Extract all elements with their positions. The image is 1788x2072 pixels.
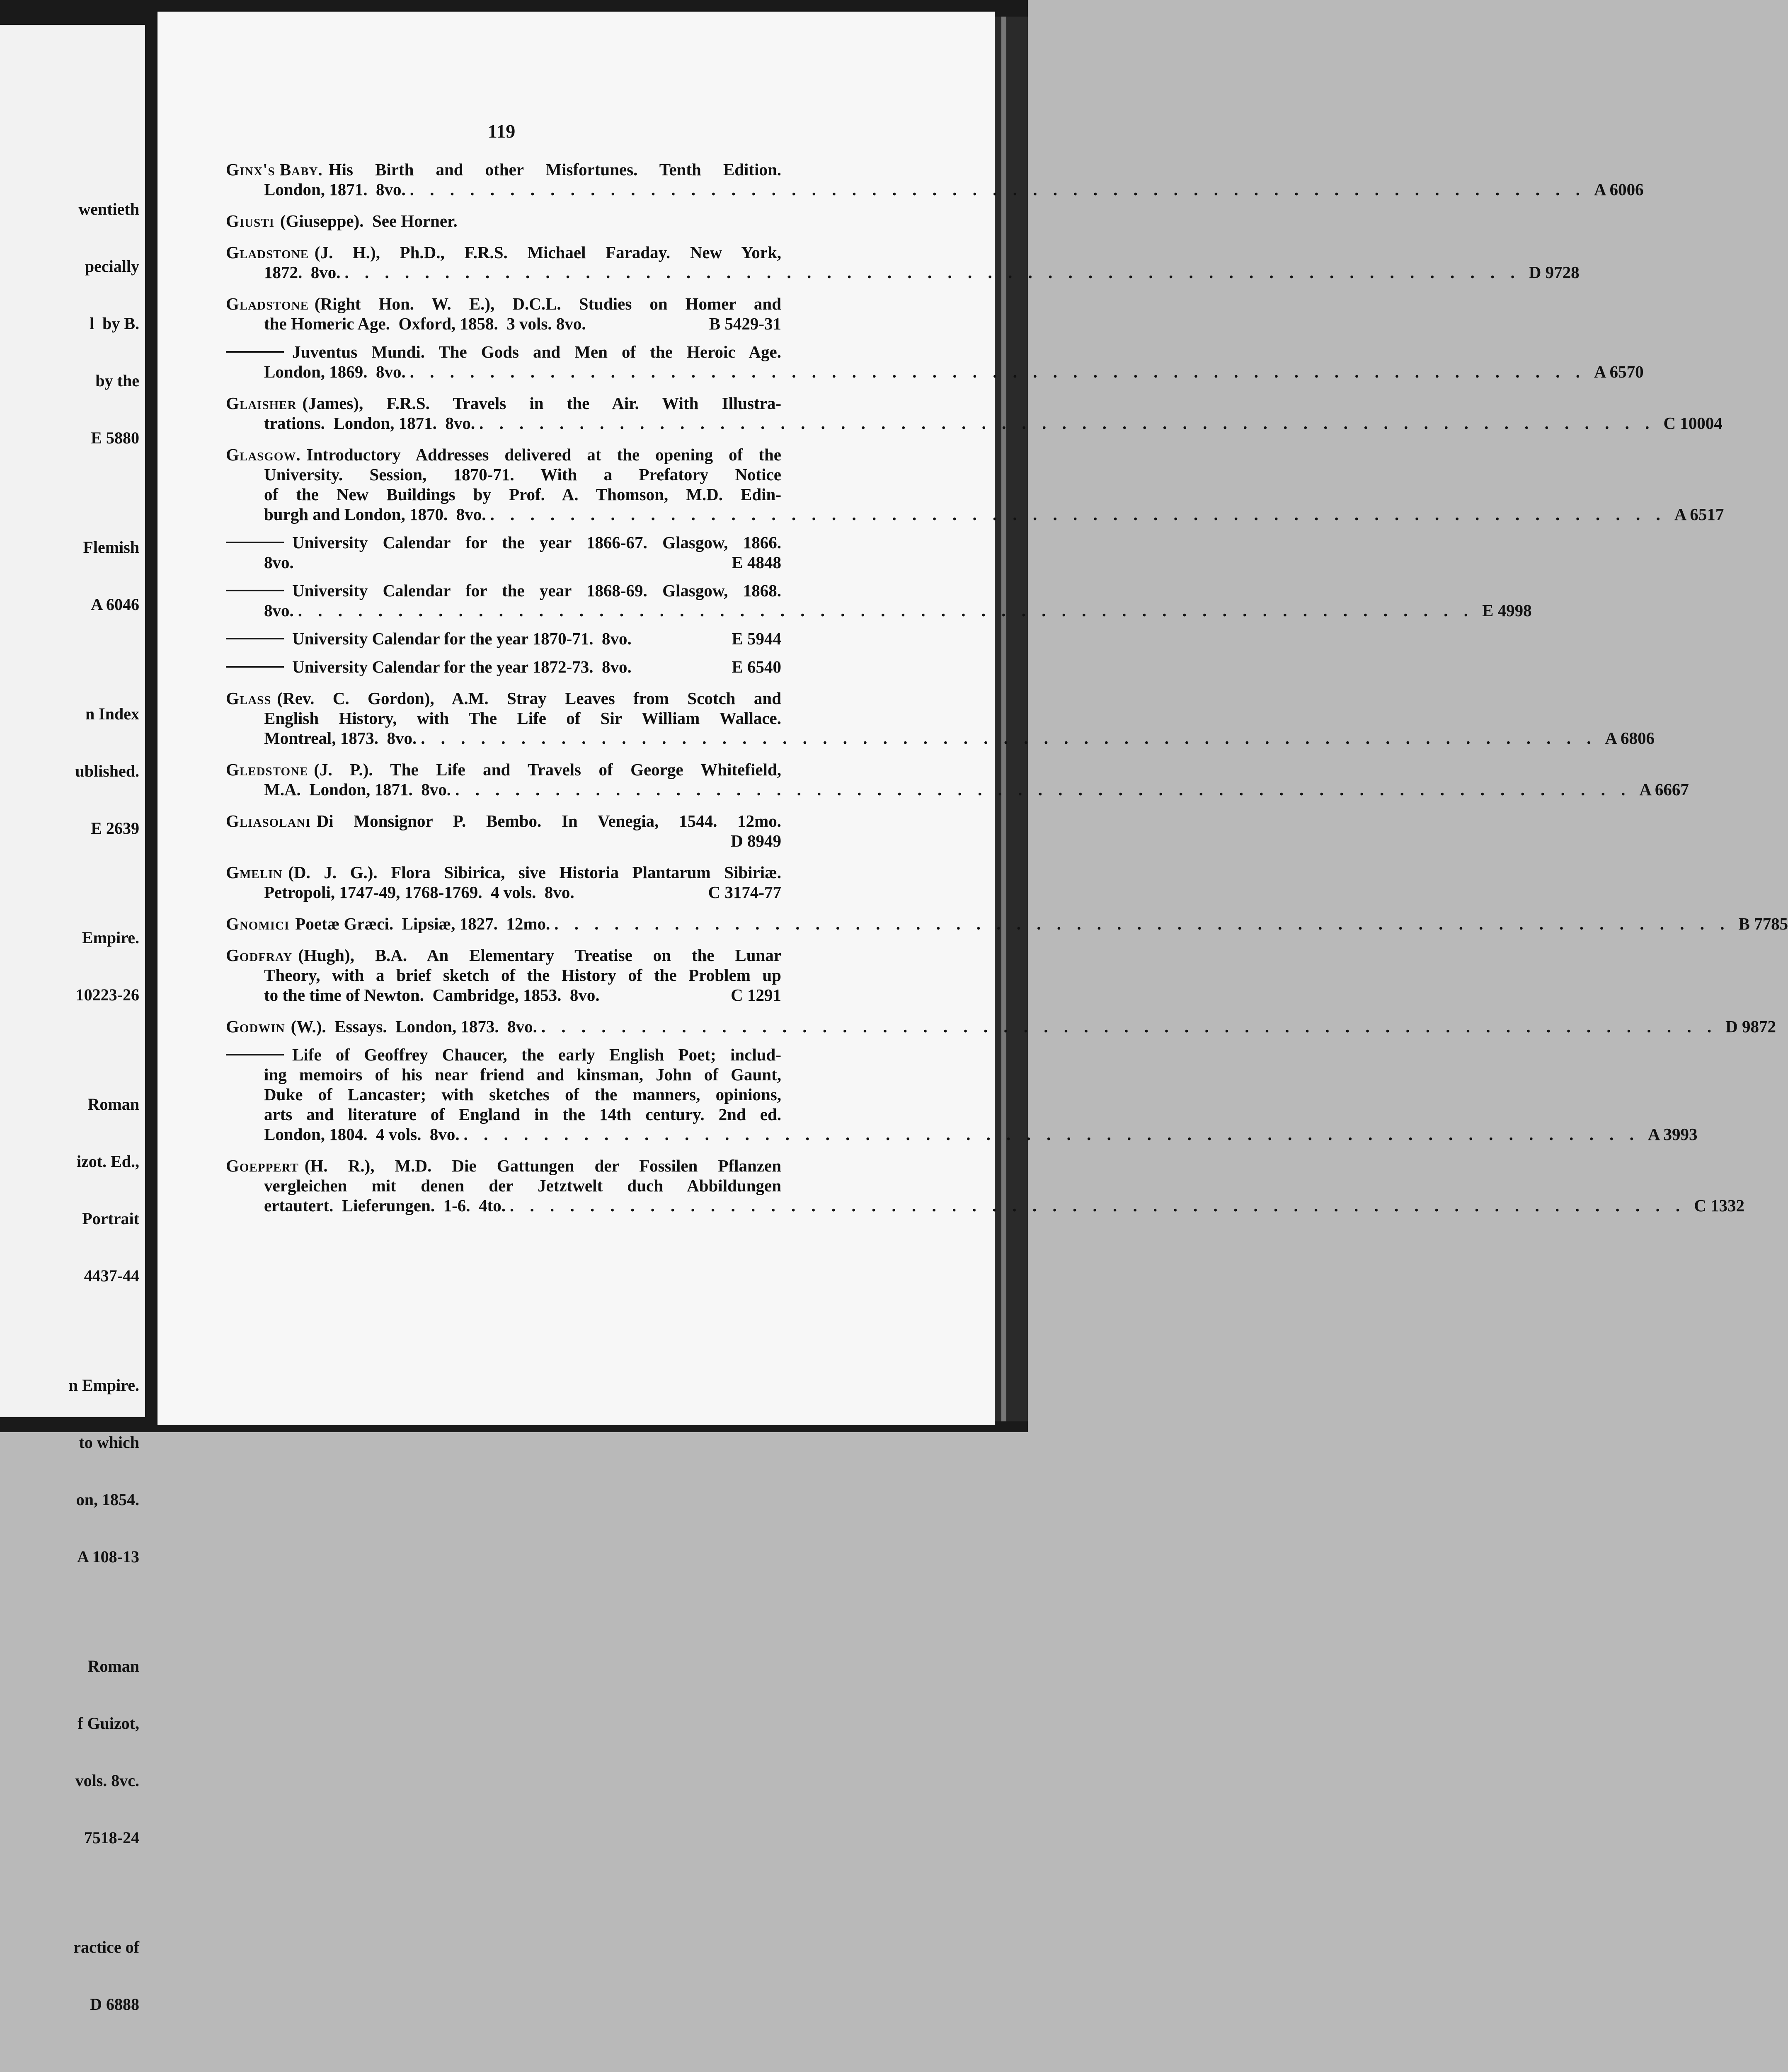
leader-dots	[455, 779, 1631, 799]
left-line: ublished.	[75, 762, 139, 780]
shelf-mark: A 6517	[1674, 505, 1724, 524]
catalog-entry: Godwin (W.). Essays. London, 1873. 8vo. . . . D 9872	[226, 1017, 781, 1036]
catalog-entry: Gladstone (J. H.), Ph.D., F.R.S. Michael Faraday. New York, 1872. 8vo. . . . D 9728	[226, 242, 781, 282]
left-line: l by B.	[89, 314, 139, 333]
left-facing-page	[0, 25, 145, 2014]
catalog-entry: Juventus Mundi. The Gods and Men of the Heroic Age. London, 1869. 8vo. . . . A 6570	[226, 342, 781, 382]
page-number: 119	[487, 121, 516, 142]
catalog-entry: University Calendar for the year 1866-67. Glasgow, 1866. 8vo. E 4848	[226, 533, 781, 572]
entry-heading: Ginx's Baby.	[226, 160, 323, 179]
leader-dots	[410, 362, 1586, 382]
catalog-entry: Gliasolani Di Monsignor P. Bembo. In Venegia, 1544. 12mo. D 8949	[226, 811, 781, 850]
shelf-mark: A 6570	[1594, 362, 1644, 381]
ditto-rule	[226, 542, 284, 543]
shelf-mark: A 6806	[1605, 729, 1655, 748]
left-line: Flemish	[83, 538, 139, 557]
catalog-entry: Glasgow. Introductory Addresses delivered at the opening of the University. Session, 1870-71. With a Prefatory Notice of the New Buildings by Prof. A. Thomson, M.D. Edin- burgh and London, 1870. 8vo. . . . A 6517	[226, 445, 781, 524]
leader-dots	[345, 262, 1521, 282]
left-line: 7518-24	[84, 1828, 139, 1847]
catalog-entry: Gledstone (J. P.). The Life and Travels of George Whitefield, M.A. London, 1871. 8vo. . . . A 6667	[226, 760, 781, 799]
entry-heading: Glasgow.	[226, 445, 301, 464]
ditto-rule	[226, 638, 284, 639]
left-line: E 5880	[91, 428, 139, 447]
entry-heading: Gliasolani	[226, 811, 311, 830]
left-line: izot. Ed.,	[76, 1152, 139, 1171]
entry-heading: Godwin	[226, 1017, 285, 1036]
shelf-mark: C 1332	[1694, 1196, 1745, 1215]
catalog-entry: Glass (Rev. C. Gordon), A.M. Stray Leaves from Scotch and English History, with The Life of Sir William Wallace. Montreal, 1873. 8vo. . . . A 6806	[226, 688, 781, 748]
left-line: Roman	[87, 1095, 139, 1113]
ditto-rule	[226, 1054, 284, 1055]
shelf-mark: E 6540	[732, 657, 781, 676]
shelf-mark: D 8949	[731, 831, 781, 850]
catalog-entries	[226, 160, 1788, 1227]
left-line: n Empire.	[68, 1376, 139, 1394]
shelf-mark: A 6667	[1639, 780, 1689, 799]
shelf-mark: B 7785	[1738, 914, 1788, 933]
leader-dots	[421, 728, 1597, 748]
entry-heading: Gnomici	[226, 914, 290, 933]
left-line: pecially	[85, 257, 139, 276]
leader-dots	[510, 1196, 1686, 1215]
leader-dots	[541, 1017, 1717, 1036]
catalog-entry: University Calendar for the year 1870-71. 8vo. E 5944	[226, 629, 781, 649]
shelf-mark: C 3174-77	[708, 883, 781, 902]
left-line: f Guizot,	[78, 1714, 139, 1733]
leader-dots	[410, 179, 1586, 199]
entry-heading: Gladstone	[226, 294, 309, 313]
left-line: Empire.	[82, 928, 139, 947]
entry-heading: Giusti	[226, 211, 274, 230]
left-line: n Index	[85, 704, 139, 723]
shelf-mark: A 6006	[1594, 180, 1644, 199]
left-line: E 2639	[91, 819, 139, 838]
entry-heading: Godfray	[226, 946, 293, 965]
catalog-entry: Glaisher (James), F.R.S. Travels in the Air. With Illustra- trations. London, 1871. 8vo. . . . C 10004	[226, 393, 781, 433]
shelf-mark: C 1291	[731, 985, 781, 1005]
shelf-mark: E 5944	[732, 629, 781, 648]
left-line: Roman	[87, 1657, 139, 1675]
leader-dots	[554, 914, 1730, 934]
entry-heading: Gladstone	[226, 243, 309, 262]
left-line: 10223-26	[75, 985, 139, 1004]
left-line: A 108-13	[77, 1547, 139, 1566]
shelf-mark: D 9872	[1725, 1017, 1776, 1036]
left-line: to which	[79, 1433, 139, 1452]
catalog-entry: Gmelin (D. J. G.). Flora Sibirica, sive Historia Plantarum Sibiriæ. Petropoli, 1747-49, 1768-1769. 4 vols. 8vo. C 3174-77	[226, 863, 781, 902]
leader-dots	[479, 413, 1655, 433]
left-line: D 6888	[90, 1995, 139, 2014]
catalog-entry: Godfray (Hugh), B.A. An Elementary Treatise on the Lunar Theory, with a brief sketch of the History of the Problem up to the time of Newton. Cambridge, 1853. 8vo. C 1291	[226, 946, 781, 1005]
ditto-rule	[226, 666, 284, 668]
shelf-mark: E 4848	[732, 553, 781, 572]
shelf-mark: E 4998	[1482, 601, 1532, 620]
left-line: by the	[95, 371, 139, 390]
shelf-mark: B 5429-31	[709, 314, 781, 333]
catalog-entry: Giusti (Giuseppe). See Horner.	[226, 211, 458, 230]
leader-dots	[464, 1124, 1640, 1144]
leader-dots	[490, 504, 1666, 524]
shelf-mark: A 3993	[1647, 1125, 1698, 1144]
catalog-entry: Gladstone (Right Hon. W. E.), D.C.L. Studies on Homer and the Homeric Age. Oxford, 1858. 3 vols. 8vo. B 5429-31	[226, 294, 781, 333]
catalog-entry: Life of Geoffrey Chaucer, the early English Poet; includ- ing memoirs of his near friend and kinsman, John of Gaunt, Duke of Lancaster; with sketches of the manners, opinions, arts and literature of England in the 14th century. 2nd ed. London, 1804. 4 vols. 8vo. . . . A 3993	[226, 1045, 781, 1144]
entry-heading: Glaisher	[226, 394, 297, 413]
entry-heading: Glass	[226, 689, 271, 708]
catalog-entry: Ginx's Baby. His Birth and other Misfortunes. Tenth Edition. London, 1871. 8vo. . . . A 6006	[226, 160, 781, 199]
entry-heading: Gledstone	[226, 760, 308, 779]
catalog-entry: University Calendar for the year 1868-69. Glasgow, 1868. 8vo. . . . E 4998	[226, 581, 781, 620]
left-page-text	[0, 162, 139, 2072]
catalog-entry: Goeppert (H. R.), M.D. Die Gattungen der Fossilen Pflanzen vergleichen mit denen der Jetztwelt duch Abbildungen ertautert. Lieferungen. 1-6. 4to. . . . C 1332	[226, 1156, 781, 1215]
leader-dots	[298, 600, 1474, 620]
ditto-rule	[226, 351, 284, 353]
left-line: 4437-44	[84, 1266, 139, 1285]
shelf-mark: D 9728	[1529, 263, 1580, 282]
left-line: wentieth	[78, 200, 139, 218]
left-line: ractice of	[73, 1938, 139, 1956]
left-line: on, 1854.	[76, 1490, 139, 1509]
left-line: vols. 8vc.	[75, 1771, 139, 1790]
entry-heading: Goeppert	[226, 1156, 299, 1175]
ditto-rule	[226, 590, 284, 591]
shelf-mark: C 10004	[1663, 414, 1723, 433]
left-line: Portrait	[82, 1209, 139, 1228]
left-line: A 6046	[91, 595, 139, 614]
entry-heading: Gmelin	[226, 863, 283, 882]
catalog-entry: University Calendar for the year 1872-73. 8vo. E 6540	[226, 657, 781, 677]
catalog-entry: Gnomici Poetæ Græci. Lipsiæ, 1827. 12mo. . . . B 7785	[226, 914, 781, 934]
